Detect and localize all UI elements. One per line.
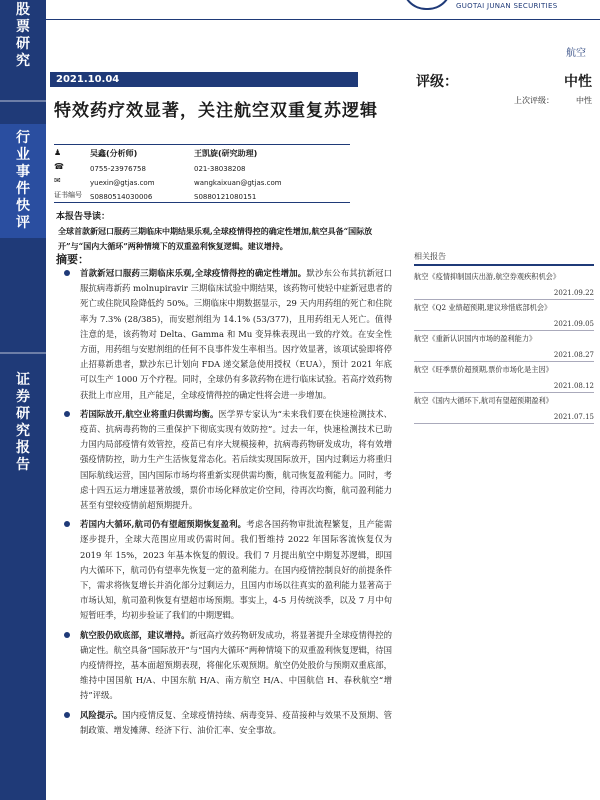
analyst-icons bbox=[54, 148, 64, 190]
paragraph-lead: 航空股仍欧底部，建议增持。 bbox=[80, 629, 190, 640]
analyst-name: 王凯旋(研究助理) bbox=[194, 149, 258, 158]
bullet-icon bbox=[64, 270, 70, 276]
report-title: 特效药疗效显著，关注航空双重复苏逻辑 bbox=[54, 101, 378, 121]
paragraph-lead: 风险提示。 bbox=[80, 709, 123, 720]
summary-paragraph bbox=[56, 708, 392, 738]
summary-paragraph bbox=[56, 517, 392, 623]
analyst-2 bbox=[194, 148, 282, 207]
related-heading: 相关报告 bbox=[414, 251, 594, 266]
sector-tag: 航空 bbox=[566, 48, 586, 59]
analyst-bottom-rule bbox=[54, 202, 350, 203]
related-report-title: 航空《旺季票价超预期,票价市场化是主因》 bbox=[414, 365, 553, 374]
paragraph-text: 默沙东公布其抗新冠口服抗病毒新药 molnupiravir 三期临床试验中期结果，该药物可使轻中症新冠患者的死亡或住院风险降低约 50%。三期临床中期数据显示，29 天内用药组的死亡和住院率为 7.3% (28/385)，而安慰剂组为 14.1% (53/377)，且用药组无人死亡。值得注意的是，该药物对 Delta、Gamma 和 Mu 变异株表现出一致的疗效。在安全性方面，用药组与安慰剂组的任何不良事件发生率相当。因疗效显著，该项试验即将停止招募新患者，默沙东已计划向 FDA 递交紧急使用授权（EUA），预计 2021 年底可以生产 1000 万个疗程。同时，全球仍有多款药物在进行临床试验。若高疗效药物获批上市应用，且产能足，全球疫情得控的确定性将会进一步增加。 bbox=[80, 268, 393, 400]
person-icon: ♟ bbox=[54, 148, 62, 157]
related-report-title: 航空《重新认识国内市场的盈利能力》 bbox=[414, 334, 537, 343]
brand-name-en: GUOTAI JUNAN SECURITIES bbox=[456, 2, 558, 10]
cert-label: 证书编号 bbox=[54, 191, 82, 199]
related-report-title: 航空《疫情抑制国庆出游,航空券观疾积机会》 bbox=[414, 272, 561, 281]
summary-body bbox=[56, 266, 392, 742]
analyst-phone: 0755-23976758 bbox=[90, 165, 146, 173]
email-icon: ✉ bbox=[54, 176, 61, 185]
rating-label: 评级： bbox=[416, 74, 458, 90]
rating-box bbox=[416, 71, 592, 106]
related-report-item[interactable] bbox=[414, 331, 594, 362]
bullet-icon bbox=[64, 521, 70, 527]
analyst-email[interactable]: wangkaixuan@gtjas.com bbox=[194, 179, 282, 187]
related-report-title: 航空《国内大循环下,航司有望超预期盈利》 bbox=[414, 396, 553, 405]
sidebar-section-stock-research: 股 票 研 究 bbox=[16, 2, 30, 69]
sidebar-divider bbox=[0, 352, 46, 354]
analyst-top-rule bbox=[54, 144, 350, 145]
logo-emblem-icon bbox=[402, 0, 452, 10]
summary-paragraph bbox=[56, 628, 392, 704]
related-report-item[interactable] bbox=[414, 269, 594, 300]
related-report-date: 2021.07.15 bbox=[553, 413, 594, 421]
summary-paragraph bbox=[56, 407, 392, 513]
analyst-1 bbox=[90, 148, 155, 207]
paragraph-text: 新冠高疗效药物研发成功，将显著提升全球疫情得控的确定性。航空具备“国际放开”与“国内大循环”两种情境下的双重盈利恢复逻辑，待国内疫情得控，基本面超预期表现，将催化乐观预期。航空仍处股价与预期双重底部，维持中国国航 H/A、中国东航 H/A、南方航空 H/A、中国航信 H、春秋航空“增持”评级。 bbox=[80, 629, 393, 701]
related-report-item[interactable] bbox=[414, 393, 594, 424]
phone-icon: ☎ bbox=[54, 162, 64, 171]
related-report-date: 2021.09.05 bbox=[553, 320, 594, 328]
sidebar-divider bbox=[0, 100, 46, 102]
header-rule bbox=[46, 19, 600, 20]
related-report-item[interactable] bbox=[414, 300, 594, 331]
paragraph-lead: 若国内大循环,航司仍有望超预期恢复盈利。 bbox=[80, 519, 247, 530]
analyst-cert: S0880514030006 bbox=[90, 193, 153, 201]
brand-logo bbox=[400, 0, 600, 14]
related-report-date: 2021.09.22 bbox=[553, 289, 594, 297]
analyst-cert: S0880121080151 bbox=[194, 193, 257, 201]
related-report-date: 2021.08.12 bbox=[553, 382, 594, 390]
related-report-item[interactable] bbox=[414, 362, 594, 393]
report-date: 2021.10.04 bbox=[50, 72, 358, 87]
previous-rating-value: 中性 bbox=[576, 96, 592, 105]
rating-value: 中性 bbox=[564, 74, 592, 90]
paragraph-text: 考虑各国药物审批流程繁复，且产能需逐步提升，全球大范围应用或仍需时间。我们暂维持 2022 年国际客流恢复仅为 2019 年 15%，2023 年基本恢复的假设。我们 7 月提出航空中期复苏逻辑，即国内大循环下，航司仍有望率先恢复一定的盈利能力。在国内疫情控制良好的前提条件下，需求将恢复增长并消化部分过剩运力，且国内市场以往真实的盈利能力显著高于市场认知，航司盈利恢复有望超市场预期。事实上，4-5 月传统淡季，以及 7 月中旬短暂旺季，均初步验证了我们的中期逻辑。 bbox=[80, 519, 392, 621]
sidebar-section-industry-comment: 行 业 事 件 快 评 bbox=[0, 124, 46, 238]
related-report-date: 2021.08.27 bbox=[553, 351, 594, 359]
analyst-phone: 021-38038208 bbox=[194, 165, 246, 173]
bullet-icon bbox=[64, 411, 70, 417]
summary-paragraph bbox=[56, 266, 392, 403]
sidebar-section-securities-report: 证 券 研 究 报 告 bbox=[16, 372, 30, 473]
bullet-icon bbox=[64, 632, 70, 638]
previous-rating-label: 上次评级： bbox=[514, 96, 554, 105]
guide-heading: 本报告导读： bbox=[56, 212, 111, 222]
paragraph-text: 医学界专家认为“未来我们要在快速检测技术、疫苗、抗病毒药物的三重保护下彻底实现有效防控”。过去一年，快速检测技术已助力国内局部疫情有效管控，疫苗已有序大规模接种，抗病毒药物研发成功，将有效增强疫情防控，助力生产生活恢复常态化。若后续实现国际放开，国内过剩运力将重归国际航线运营，国内国际市场均将重新实现供需均衡，航司恢复盈利能力。同时，考虑十四五运力增速显著放缓，票价市场化释放定价空间，待再次均衡，航司盈利能力甚至有望较疫情前超预期提升。 bbox=[80, 408, 392, 511]
guide-text: 全球首款新冠口服药三期临床中期结果乐观,全球疫情得控的确定性增加,航空具备“国际放开”与“国内大循环”两种情境下的双重盈利恢复逻辑。建议增持。 bbox=[58, 226, 373, 251]
paragraph-lead: 若国际放开,航空业将重归供需均衡。 bbox=[80, 408, 219, 419]
paragraph-lead: 首款新冠口服药三期临床乐观,全球疫情得控的确定性增加。 bbox=[80, 268, 307, 278]
bullet-icon bbox=[64, 712, 70, 718]
left-sidebar bbox=[0, 0, 46, 800]
summary-heading: 摘要： bbox=[56, 253, 89, 266]
related-reports bbox=[414, 251, 594, 424]
analyst-name: 吴鑫(分析师) bbox=[90, 149, 138, 158]
analyst-email[interactable]: yuexin@gtjas.com bbox=[90, 179, 155, 187]
paragraph-text: 国内疫情反复、全球疫情持续、病毒变异、疫苗接种与效果不及预期、管制政策、增发摊薄、经济下行、油价汇率、安全事故。 bbox=[80, 709, 392, 735]
related-report-title: 航空《Q2 业绩超预期,建议珍惜底部机会》 bbox=[414, 303, 552, 312]
